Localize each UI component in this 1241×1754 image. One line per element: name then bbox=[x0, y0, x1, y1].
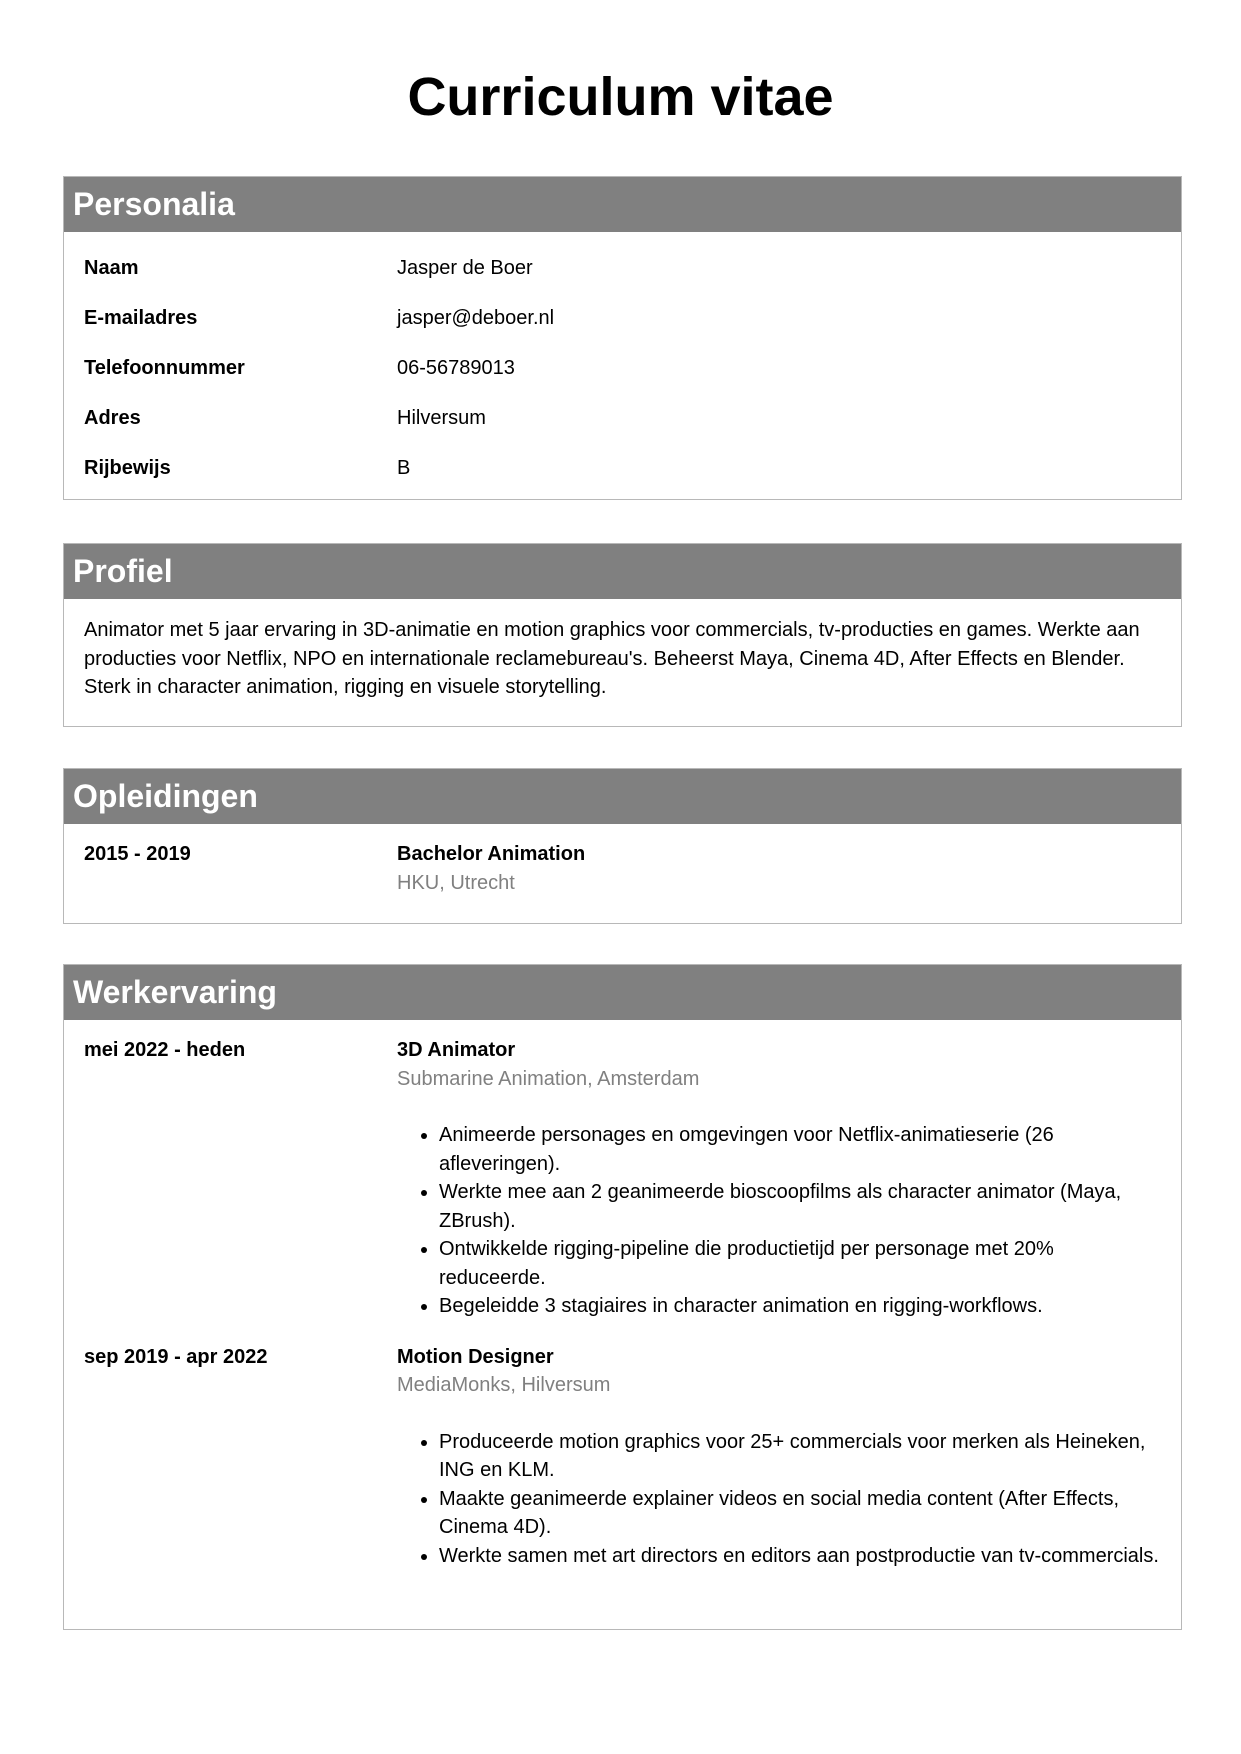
section-header-personalia: Personalia bbox=[64, 177, 1181, 232]
personalia-label: Adres bbox=[84, 407, 141, 429]
education-entry bbox=[84, 840, 1161, 897]
work-title: Motion Designer bbox=[397, 1345, 554, 1368]
document-title: Curriculum vitae bbox=[407, 67, 834, 127]
personalia-value: jasper@deboer.nl bbox=[397, 307, 555, 329]
personalia-label: Naam bbox=[84, 257, 139, 279]
section-personalia bbox=[63, 176, 1182, 500]
personalia-value: Hilversum bbox=[397, 407, 486, 429]
personalia-row-rijbewijs bbox=[84, 446, 1161, 496]
personalia-row-telefoon bbox=[84, 346, 1161, 396]
personalia-row-adres bbox=[84, 396, 1161, 446]
personalia-label: Telefoonnummer bbox=[84, 357, 245, 379]
work-bullet: • Maakte geanimeerde explainer videos en social media content (After Effects, Cinema 4D). bbox=[439, 1485, 1161, 1542]
personalia-value: B bbox=[397, 457, 411, 479]
section-werkervaring bbox=[63, 964, 1182, 1630]
personalia-row-naam bbox=[84, 246, 1161, 296]
section-header-opleidingen: Opleidingen bbox=[64, 769, 1181, 824]
profile-text: Animator met 5 jaar ervaring in 3D-animatie en motion graphics voor commercials, tv-producties en games. Werkte aan producties voor Netflix, NPO en internationale reclamebureau's. Beheerst Maya, Cinema 4D, After Effects en Blender. Sterk in character animation, rigging en visuele storytelling. bbox=[84, 619, 1140, 698]
work-bullet: • Werkte samen met art directors en editors aan postproductie van tv-commercials. bbox=[439, 1542, 1161, 1571]
work-period: sep 2019 - apr 2022 bbox=[84, 1345, 268, 1368]
personalia-label: Rijbewijs bbox=[84, 457, 171, 479]
work-employer: MediaMonks, Hilversum bbox=[397, 1374, 611, 1396]
work-bullet: • Werkte mee aan 2 geanimeerde bioscoopfilms als character animator (Maya, ZBrush). bbox=[439, 1178, 1161, 1235]
education-period: 2015 - 2019 bbox=[84, 843, 191, 865]
personalia-value: 06-56789013 bbox=[397, 357, 515, 379]
work-bullet: • Animeerde personages en omgevingen voor Netflix-animatieserie (26 afleveringen). bbox=[439, 1121, 1161, 1178]
work-bullet: • Ontwikkelde rigging-pipeline die productietijd per personage met 20% reduceerde. bbox=[439, 1235, 1161, 1292]
personalia-row-email bbox=[84, 296, 1161, 346]
personalia-label: E-mailadres bbox=[84, 307, 198, 329]
section-header-werkervaring: Werkervaring bbox=[64, 965, 1181, 1020]
work-bullets bbox=[397, 1121, 1161, 1321]
section-header-profiel: Profiel bbox=[64, 544, 1181, 599]
work-bullet: • Produceerde motion graphics voor 25+ commercials voor merken als Heineken, ING en KLM. bbox=[439, 1428, 1161, 1485]
work-bullets bbox=[397, 1428, 1161, 1571]
work-bullet: • Begeleidde 3 stagiaires in character animation en rigging-workflows. bbox=[439, 1292, 1161, 1321]
work-period: mei 2022 - heden bbox=[84, 1039, 246, 1061]
personalia-value: Jasper de Boer bbox=[397, 257, 533, 279]
education-institution: HKU, Utrecht bbox=[397, 871, 515, 894]
work-employer: Submarine Animation, Amsterdam bbox=[397, 1067, 700, 1090]
work-title: 3D Animator bbox=[397, 1039, 516, 1061]
work-entry bbox=[84, 1036, 1161, 1321]
section-opleidingen bbox=[63, 768, 1182, 924]
section-profiel bbox=[63, 543, 1182, 727]
education-title: Bachelor Animation bbox=[397, 843, 586, 865]
work-entry bbox=[84, 1343, 1161, 1571]
